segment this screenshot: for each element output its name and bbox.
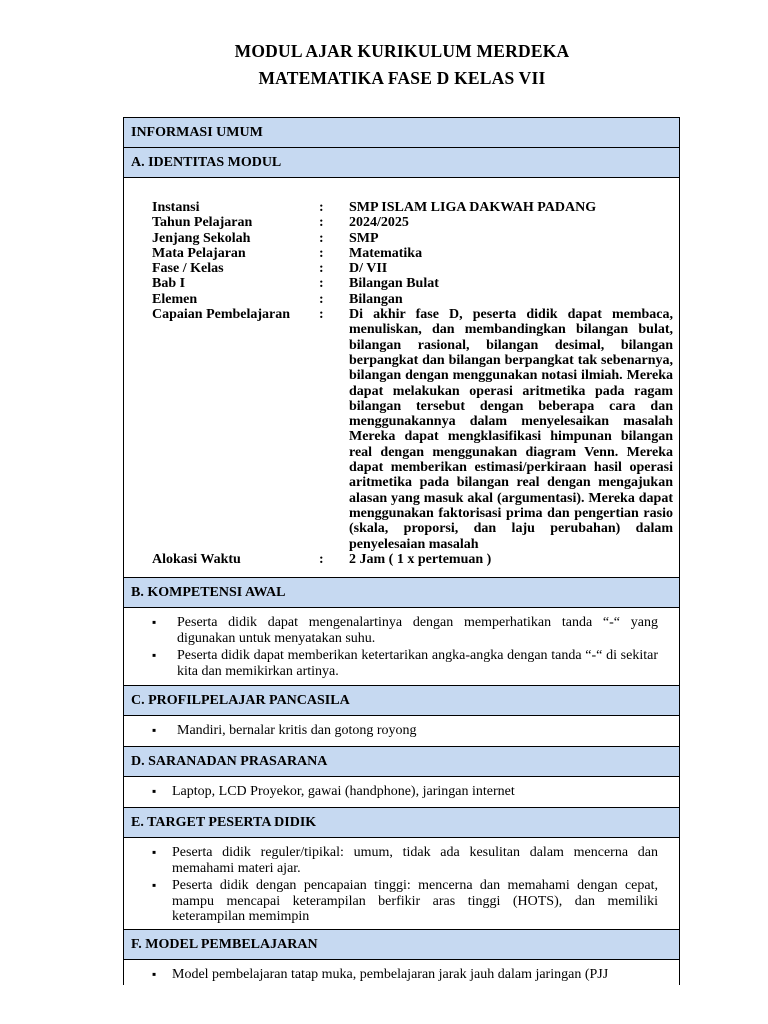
row-separator: :: [319, 307, 324, 323]
identitas-row-instansi: [152, 200, 673, 215]
model-pembelajaran-section: [124, 960, 679, 985]
row-separator: :: [319, 200, 324, 215]
section-header-target-peserta-didik: E. TARGET PESERTA DIDIK: [124, 808, 679, 838]
row-value: Bilangan Bulat: [349, 276, 439, 292]
list-item: ▪ Laptop, LCD Proyekor, gawai (handphone), jaringan internet: [152, 784, 658, 800]
target-peserta-didik-section: [124, 838, 679, 930]
section-header-sarana-prasarana: D. SARANADAN PRASARANA: [124, 747, 679, 777]
row-separator: :: [319, 551, 324, 567]
list-item: ▪ Peserta didik dapat memberikan ketertarikan angka-angka dengan tanda “-“ di sekitar kita dan memikirkan artinya.: [152, 648, 658, 679]
identitas-row-tahun-pelajaran: [152, 215, 673, 230]
profil-list: [124, 716, 679, 746]
row-value: 2 Jam ( 1 x pertemuan ): [349, 551, 492, 567]
row-label: Instansi: [152, 200, 200, 215]
identitas-row-mata-pelajaran: [152, 246, 673, 261]
row-separator: :: [319, 276, 324, 292]
row-separator: :: [319, 215, 324, 231]
list-item: ▪ Peserta didik dengan pencapaian tinggi: mencerna dan memahami dengan cepat, mampu mencapai keterampilan berfikir aras tinggi (HOTS), dan memiliki keterampilan memimpin: [152, 878, 658, 925]
row-value: D/ VII: [349, 261, 388, 277]
identitas-row-alokasi-waktu: [152, 552, 673, 567]
row-label: Jenjang Sekolah: [152, 230, 251, 246]
list-item: ▪ Model pembelajaran tatap muka, pembelajaran jarak jauh dalam jaringan (PJJ: [152, 967, 658, 983]
list-item: ▪ Mandiri, bernalar kritis dan gotong royong: [152, 723, 658, 739]
row-label: Bab I: [152, 276, 186, 292]
section-header-informasi-umum: INFORMASI UMUM: [124, 118, 679, 148]
identitas-modul-section: [124, 178, 679, 578]
section-header-profil-pelajar-pancasila: C. PROFILPELAJAR PANCASILA: [124, 686, 679, 716]
model-list: [124, 960, 679, 985]
identitas-row-fase-kelas: [152, 261, 673, 276]
section-header-identitas-modul: A. IDENTITAS MODUL: [124, 148, 679, 178]
identitas-row-jenjang-sekolah: [152, 231, 673, 246]
section-header-model-pembelajaran: F. MODEL PEMBELAJARAN: [124, 930, 679, 960]
row-label: Mata Pelajaran: [152, 245, 246, 261]
list-item: ▪ Peserta didik reguler/tipikal: umum, tidak ada kesulitan dalam mencerna dan memahami materi ajar.: [152, 845, 658, 876]
kompetensi-awal-list: [124, 608, 679, 686]
row-label: Tahun Pelajaran: [152, 215, 253, 231]
section-header-kompetensi-awal: B. KOMPETENSI AWAL: [124, 578, 679, 608]
row-value: Bilangan: [349, 291, 403, 307]
row-label: Fase / Kelas: [152, 261, 224, 277]
row-separator: :: [319, 261, 324, 277]
kompetensi-awal-section: [124, 608, 679, 686]
profil-pelajar-section: [124, 716, 679, 747]
identitas-row-elemen: [152, 292, 673, 307]
row-value: SMP: [349, 230, 379, 246]
sarana-prasarana-section: [124, 777, 679, 808]
list-item: ▪ Peserta didik dapat mengenalartinya dengan memperhatikan tanda “-“ yang digunakan untuk menyatakan suhu.: [152, 615, 658, 646]
identitas-table: [152, 200, 673, 567]
module-table: [123, 117, 680, 985]
row-separator: :: [319, 291, 324, 307]
row-separator: :: [319, 245, 324, 261]
identitas-row-capaian-pembelajaran: [152, 307, 673, 552]
row-value: SMP ISLAM LIGA DAKWAH PADANG: [349, 200, 597, 215]
row-value: 2024/2025: [349, 215, 409, 231]
row-value: Di akhir fase D, peserta didik dapat membaca, menuliskan, dan membandingkan bilangan bulat, bilangan rasional, bilangan desimal, bilangan berpangkat dan bilangan berpangkat tak sebenarnya, bilangan dengan menggunakan notasi ilmiah. Mereka dapat melakukan operasi aritmetika pada ragam bilangan tersebut dengan beberapa cara dan menggunakannya dalam menyelesaikan masalah Mereka dapat mengklasifikasi himpunan bilangan real dengan menggunakan diagram Venn. Mereka dapat memberikan estimasi/perkiraan hasil operasi aritmetika pada bilangan real dengan mengajukan alasan yang masuk akal (argumentasi). Mereka dapat menggunakan faktorisasi prima dan pengertian rasio (skala, proporsi, dan laju perubahan) dalam penyelesaian masalah: [349, 307, 673, 552]
sarana-list: [124, 777, 679, 807]
row-label: Alokasi Waktu: [152, 551, 241, 567]
identitas-row-bab: [152, 276, 673, 291]
document-subtitle: MATEMATIKA FASE D KELAS VII: [258, 68, 546, 88]
target-list: [124, 838, 679, 932]
row-separator: :: [319, 230, 324, 246]
document-title: MODUL AJAR KURIKULUM MERDEKA: [234, 41, 570, 61]
row-value: Matematika: [349, 245, 423, 261]
row-label: Capaian Pembelajaran: [152, 307, 291, 323]
row-label: Elemen: [152, 291, 198, 307]
